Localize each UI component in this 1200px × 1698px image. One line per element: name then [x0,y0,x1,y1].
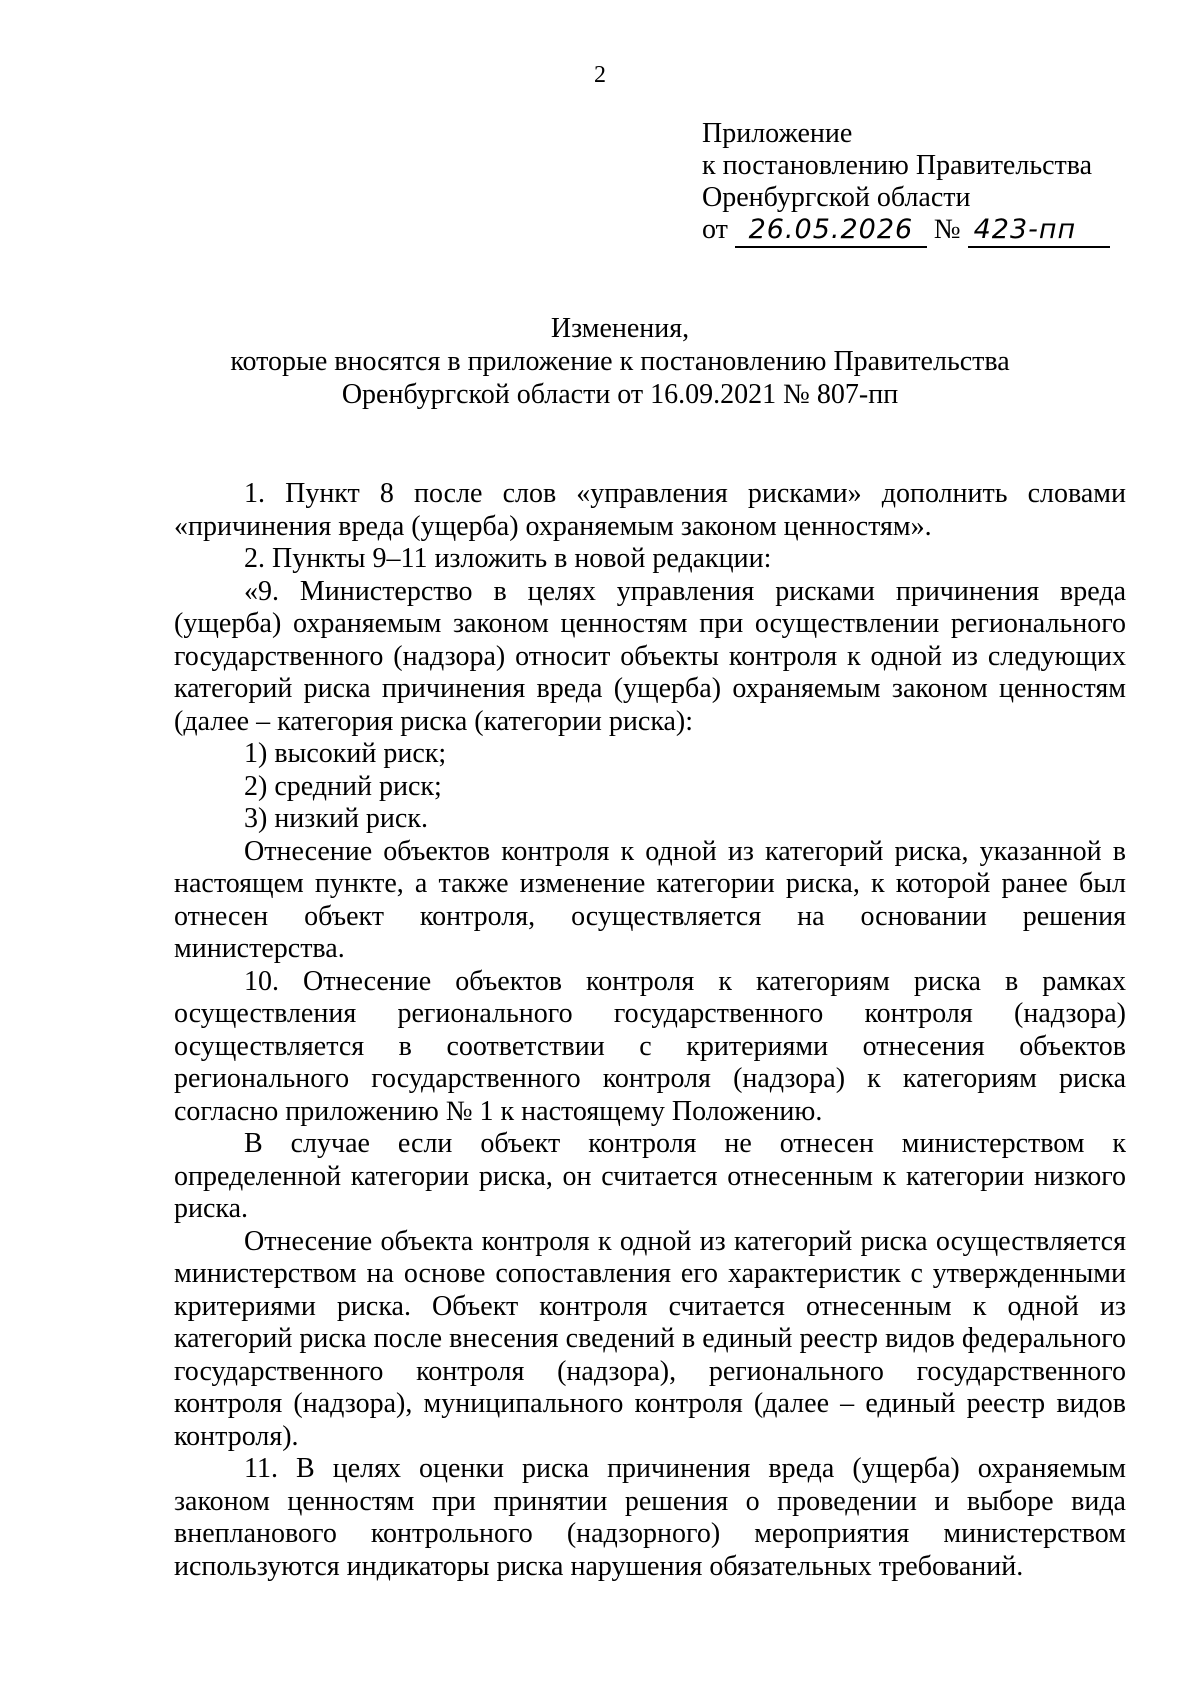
title-line-2: которые вносятся в приложение к постановлению Правительства [230,346,1010,377]
appendix-title: Приложение [702,118,853,149]
document-body [174,478,1126,1583]
paragraph: Отнесение объектов контроля к одной из категорий риска, указанной в настоящем пункте, а также изменение категории риска, к которой ранее был отнесен объект контроля, осуществляется на основании решения министерства. [174,835,1126,964]
paragraph: 2. Пункты 9–11 изложить в новой редакции: [244,543,772,574]
list-item: 2) средний риск; [244,770,442,802]
paragraph: В случае если объект контроля не отнесен министерством к определенной категории риска, он считается отнесенным к категории низкого риска. [174,1128,1126,1224]
appendix-line-2: к постановлению Правительства [702,150,1093,181]
appendix-date-line [702,214,1110,248]
appendix-line-3: Оренбургской области [702,182,971,213]
page-number: 2 [594,62,606,88]
appendix-header [702,118,1110,248]
list-item: 3) низкий риск. [244,803,428,834]
title-line-3: Оренбургской области от 16.09.2021 № 807-пп [341,379,899,410]
title-line-1: Изменения, [550,313,690,344]
date-prefix: от [702,214,728,245]
paragraph: 11. В целях оценки риска причинения вреда (ущерба) охраняемым законом ценностям при принятии решения о проведении и выборе вида внепланового контрольного (надзорного) мероприятия министерством используются индикаторы риска нарушения обязательных требований. [174,1453,1126,1582]
handwritten-date: 26.05.2026 [735,214,927,248]
list-item: 1) высокий риск; [244,738,447,769]
paragraph: Отнесение объекта контроля к одной из категорий риска осуществляется министерством на основе сопоставления его характеристик с утвержденными критериями риска. Объект контроля считается отнесенным к одной из категорий риска после внесения сведений в единый реестр видов федерального государственного контроля (надзора), регионального государственного контроля (надзора), муниципального контроля (далее – единый реестр видов контроля). [174,1225,1126,1452]
paragraph: «9. Министерство в целях управления рисками причинения вреда (ущерба) охраняемым законом ценностям при осуществлении регионального государственного (надзора) относит объекты контроля к одной из следующих категорий риска причинения вреда (ущерба) охраняемым законом ценностям (далее – категория риска (категории риска): [174,575,1126,737]
number-prefix: № [933,214,961,245]
document-title [0,312,1200,411]
paragraph: 10. Отнесение объектов контроля к категориям риска в рамках осуществления регионального государственного контроля (надзора) осуществляется в соответствии с критериями отнесения объектов регионального государственного контроля (надзора) к категориям риска согласно приложению № 1 к настоящему Положению. [174,965,1126,1127]
paragraph: 1. Пункт 8 после слов «управления рисками» дополнить словами «причинения вреда (ущерба) охраняемым законом ценностям». [174,478,1126,542]
handwritten-number: 423-пп [968,214,1110,248]
